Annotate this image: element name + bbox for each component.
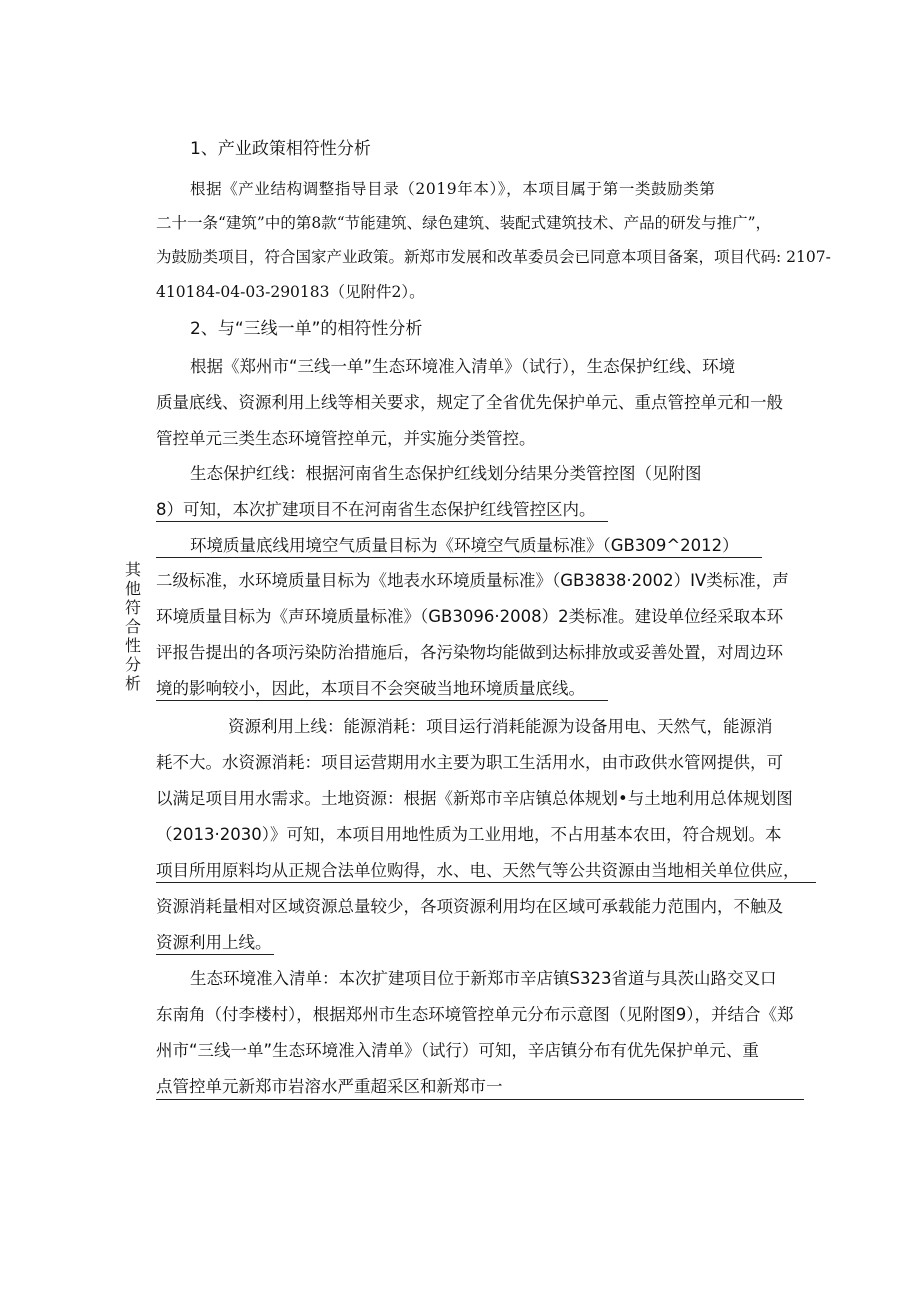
paragraph-line: 生态保护红线：根据河南省生态保护红线划分结果分类管控图（见附图 [190, 464, 702, 483]
paragraph-line: 410184-04-03-290183（见附件2）。 [156, 283, 425, 301]
paragraph-line: （2013·2030）》可知，本项目用地性质为工业用地，不占用基本农田，符合规划。本 [156, 825, 782, 844]
underline-rule [156, 882, 816, 883]
paragraph-line: 州市“三线一单”生态环境准入清单》（试行）可知，辛店镇分布有优先保护单元、重 [156, 1041, 759, 1060]
paragraph-line: 资源利用上线：能源消耗：项目运行消耗能源为设备用电、天然气，能源消 [228, 717, 773, 736]
paragraph-line: 二十一条“建筑”中的第8款“节能建筑、绿色建筑、装配式建筑技术、产品的研发与推广”， [156, 214, 772, 232]
underline-rule [156, 954, 274, 955]
side-label-char: 析 [124, 674, 141, 693]
paragraph-line: 点管控单元新郑市岩溶水严重超采区和新郑市一 [156, 1077, 503, 1096]
side-label-char: 其 [124, 560, 141, 579]
paragraph-line: 为鼓励类项目，符合国家产业政策。新郑市发展和改革委员会已同意本项目备案，项目代码: 2107- [156, 248, 831, 266]
section-2-title: 2、与“三线一单”的相符性分析 [190, 319, 423, 339]
paragraph-line: 项目所用原料均从正规合法单位购得，水、电、天然气等公共资源由当地相关单位供应， [156, 861, 800, 880]
paragraph-line: 资源利用上线。 [156, 933, 272, 952]
side-label-char: 他 [124, 579, 141, 598]
paragraph-line: 资源消耗量相对区域资源总量较少，各项资源利用均在区域可承载能力范围内，不触及 [156, 897, 783, 916]
underline-rule [156, 700, 608, 701]
paragraph-line: 环境质量目标为《声环境质量标准》（GB3096·2008）2类标准。建设单位经采取本环 [156, 607, 784, 626]
side-label-char: 性 [124, 636, 141, 655]
paragraph-line: 8）可知，本次扩建项目不在河南省生态保护红线管控区内。 [156, 500, 596, 519]
side-label-char: 符 [124, 598, 141, 617]
underline-rule [156, 1099, 804, 1100]
side-label-other-compliance-analysis [122, 560, 144, 693]
paragraph-line: 管控单元三类生态环境管控单元，并实施分类管控。 [156, 429, 536, 448]
section-1-title: 1、产业政策相符性分析 [190, 139, 371, 159]
paragraph-line: 根据《郑州市“三线一单”生态环境准入清单》（试行），生态保护红线、环境 [190, 357, 736, 376]
paragraph-line: 质量底线、资源利用上线等相关要求，规定了全省优先保护单元、重点管控单元和一般 [156, 393, 783, 412]
underline-rule [156, 557, 762, 558]
paragraph-line: 评报告提出的各项污染防治措施后，各污染物均能做到达标排放或妥善处置，对周边环 [156, 643, 783, 662]
paragraph-line: 东南角（付李楼村），根据郑州市生态环境管控单元分布示意图（见附图9），并结合《郑 [156, 1005, 794, 1024]
paragraph-line: 耗不大。水资源消耗：项目运营期用水主要为职工生活用水，由市政供水管网提供，可 [156, 753, 783, 772]
side-label-char: 分 [124, 655, 141, 674]
paragraph-line: 二级标准，水环境质量目标为《地表水环境质量标准》（GB3838·2002）IV类标准，声 [156, 571, 789, 590]
side-label-char: 合 [124, 617, 141, 636]
paragraph-line: 以满足项目用水需求。土地资源：根据《新郑市辛店镇总体规划•与土地利用总体规划图 [156, 789, 793, 808]
paragraph-line: 环境质量底线用境空气质量目标为《环境空气质量标准》（GB309^2012） [190, 536, 739, 555]
paragraph-line: 生态环境准入清单：本次扩建项目位于新郑市辛店镇S323省道与具茨山路交叉口 [190, 969, 777, 988]
paragraph-line: 根据《产业结构调整指导目录（2019年本）》，本项目属于第一类鼓励类第 [190, 180, 716, 198]
underline-rule [156, 521, 608, 522]
paragraph-line: 境的影响较小，因此，本项目不会突破当地环境质量底线。 [156, 679, 585, 698]
